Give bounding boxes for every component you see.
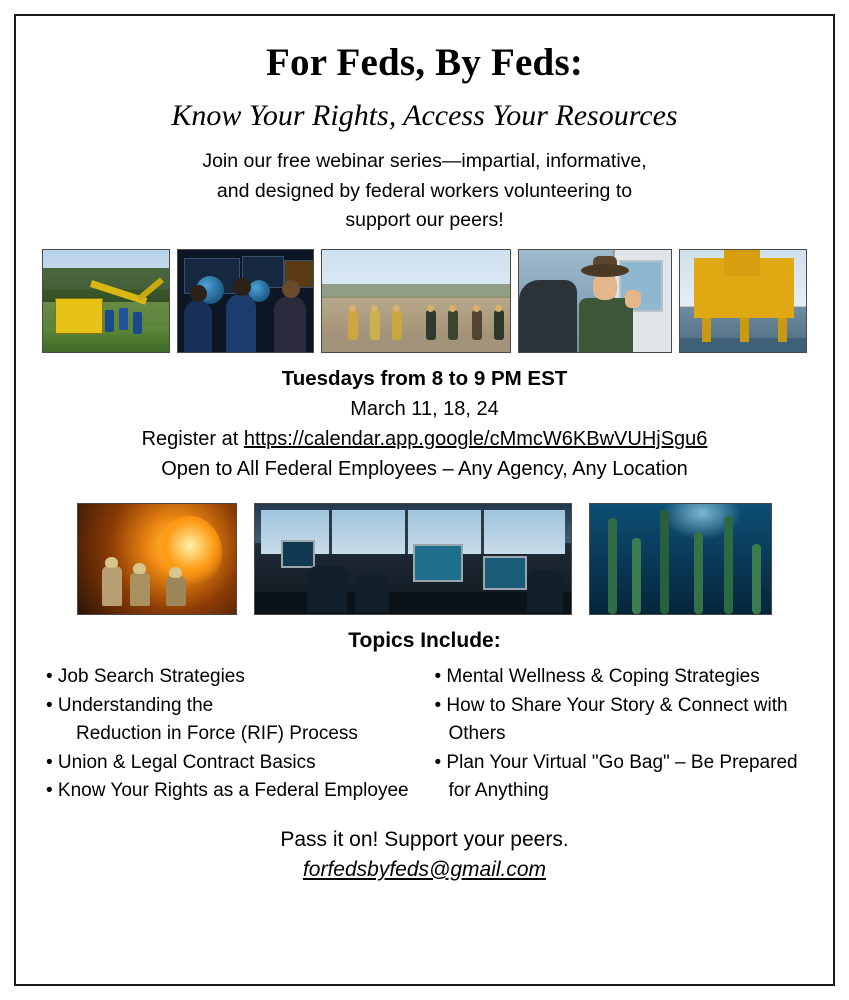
topics-lists bbox=[42, 663, 807, 806]
schedule-info bbox=[42, 367, 807, 481]
list-item bbox=[435, 692, 808, 749]
topics-column-right bbox=[425, 663, 808, 806]
list-item bbox=[46, 663, 425, 692]
topic-text-cont: Reduction in Force (RIF) Process bbox=[76, 723, 358, 745]
ship-bridge-control-room-photo bbox=[254, 503, 572, 615]
pass-it-on-text: Pass it on! Support your peers. bbox=[280, 827, 569, 851]
intro-line-2: and designed by federal workers volunteering to bbox=[216, 179, 633, 202]
topic-text: • Know Your Rights as a Federal bbox=[46, 780, 319, 802]
list-item bbox=[46, 692, 425, 749]
webinar-time: Tuesdays from 8 to 9 PM EST bbox=[281, 367, 568, 391]
park-ranger-waving-from-boat-photo bbox=[518, 249, 672, 353]
intro-text bbox=[42, 147, 807, 235]
topic-text-cont: for Anything bbox=[448, 780, 549, 802]
list-item bbox=[46, 777, 425, 806]
open-to-line: Open to All Federal Employees – Any Agency, Any Location bbox=[161, 458, 688, 481]
underwater-kelp-forest-photo bbox=[589, 503, 772, 615]
topics-heading: Topics Include: bbox=[348, 629, 501, 653]
flyer-footer bbox=[42, 828, 807, 882]
people-viewing-earth-data-screens-photo bbox=[177, 249, 314, 353]
contact-email[interactable]: forfedsbyfeds@gmail.com bbox=[302, 857, 547, 881]
offshore-oil-rig-photo bbox=[679, 249, 807, 353]
webinar-dates: March 11, 18, 24 bbox=[350, 398, 499, 421]
topics-column-left bbox=[42, 663, 425, 806]
page-title: For Feds, By Feds: bbox=[265, 41, 584, 84]
register-line bbox=[42, 428, 807, 451]
list-item bbox=[46, 749, 425, 778]
register-link[interactable]: https://calendar.app.google/cMmcW6KBwVUHjSgu6 bbox=[243, 428, 708, 451]
register-prefix: Register at bbox=[141, 428, 244, 451]
topic-text-cont: Employee bbox=[324, 780, 409, 802]
list-item bbox=[435, 749, 808, 806]
heavy-equipment-field-crew-photo bbox=[42, 249, 170, 353]
wildland-firefighters-photo bbox=[77, 503, 237, 615]
page-subtitle: Know Your Rights, Access Your Resources bbox=[171, 98, 678, 132]
field-crew-standing-outdoors-photo bbox=[321, 249, 511, 353]
flyer-border-frame bbox=[14, 14, 835, 986]
photo-row-bottom bbox=[42, 503, 807, 615]
topic-text: • Mental Wellness & Coping Strategies bbox=[434, 666, 760, 688]
topic-text: • Union & Legal Contract Basics bbox=[46, 751, 316, 773]
photo-row-top bbox=[42, 249, 807, 353]
list-item bbox=[435, 663, 808, 692]
intro-line-3: support our peers! bbox=[345, 208, 504, 231]
topic-text-cont: Others bbox=[448, 723, 506, 745]
topic-text: • Job Search Strategies bbox=[46, 666, 245, 688]
topic-text: • Understanding the bbox=[46, 694, 214, 716]
topic-text: • Plan Your Virtual "Go Bag" – Be Prepared bbox=[434, 751, 798, 773]
topic-text: • How to Share Your Story & Connect with bbox=[434, 694, 788, 716]
intro-line-1: Join our free webinar series—impartial, informative, bbox=[202, 150, 647, 173]
